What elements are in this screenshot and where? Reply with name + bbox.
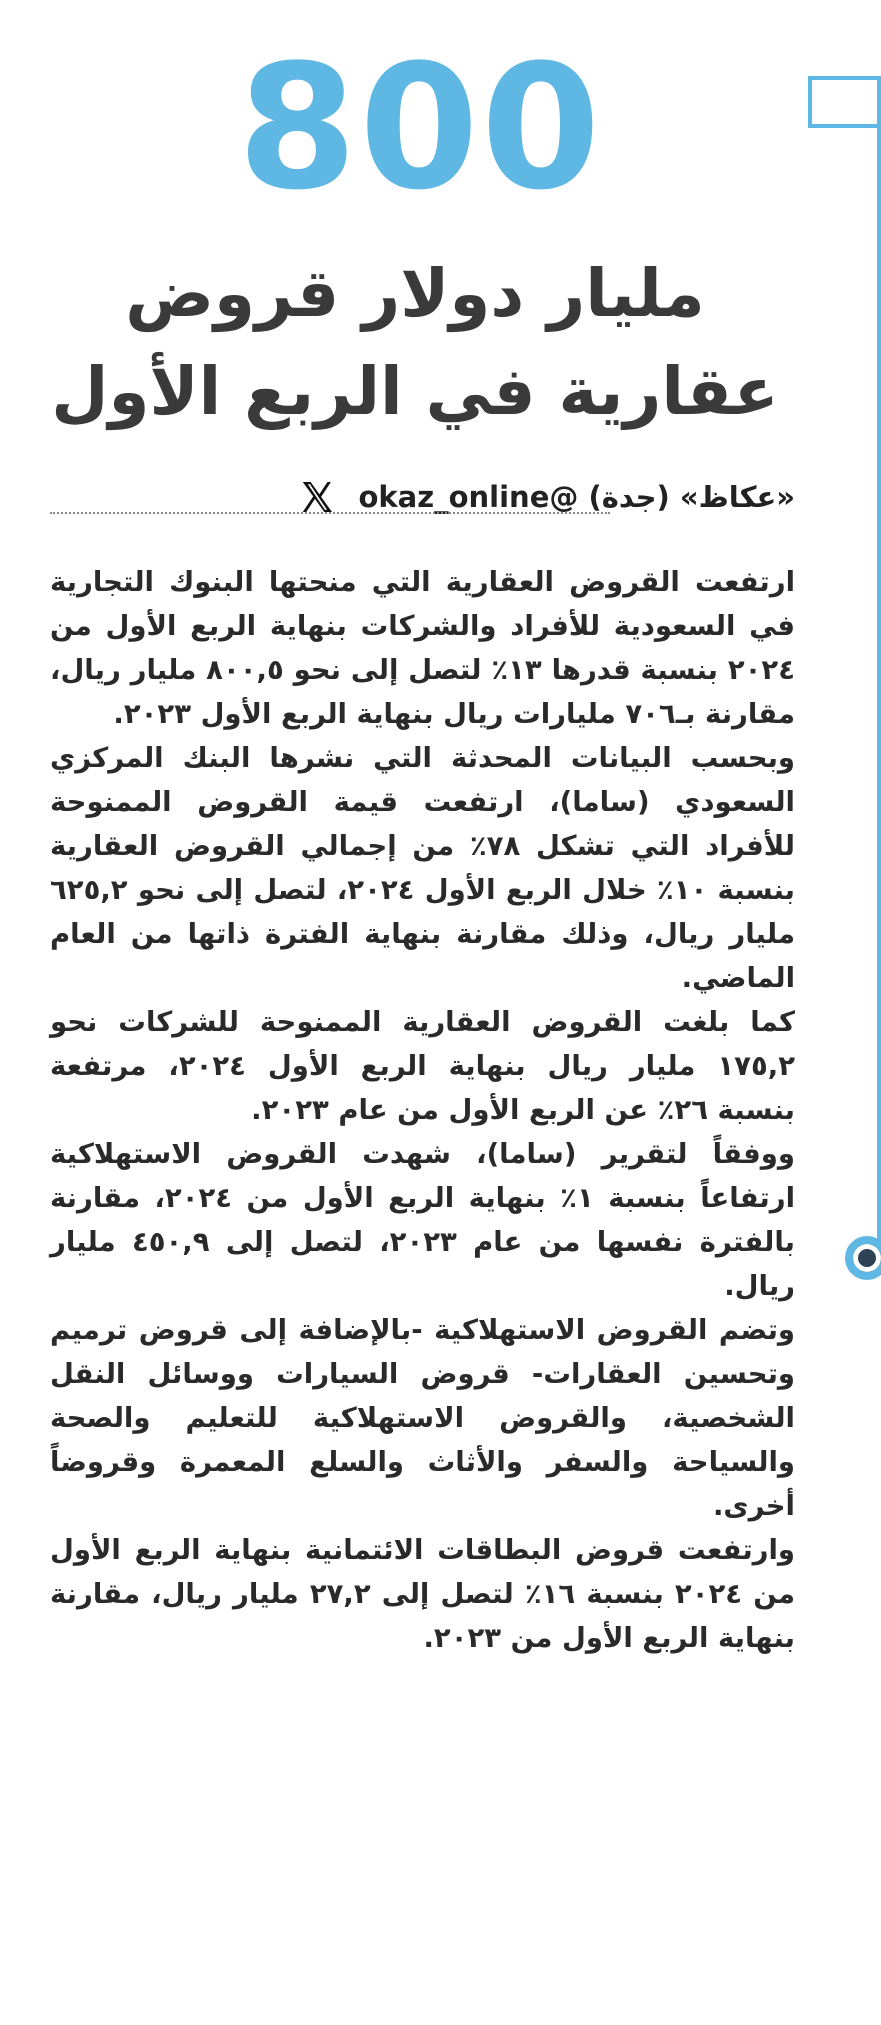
- body-paragraph: وتضم القروض الاستهلاكية -بالإضافة إلى قروض ترميم وتحسين العقارات- قروض السيارات ووسائل النقل الشخصية، والقروض الاستهلاكية للتعليم والصحة والسياحة والسفر والأثاث والسلع المعمرة وقروضاً أخرى.: [50, 1314, 795, 1522]
- body-paragraph: ووفقاً لتقرير (ساما)، شهدت القروض الاستهلاكية ارتفاعاً بنسبة ١٪ بنهاية الربع الأول من ٢٠٢٤، مقارنة بالفترة نفسها من عام ٢٠٢٣، لتصل إلى ٤٥٠,٩ مليار ريال.: [50, 1138, 796, 1302]
- byline-divider: [50, 512, 610, 514]
- body-paragraph: كما بلغت القروض العقارية الممنوحة للشركات نحو ١٧٥,٢ مليار ريال بنهاية الربع الأول ٢٠٢٤، مرتفعة بنسبة ٢٦٪ عن الربع الأول من عام ٢٠٢٣.: [50, 1006, 795, 1126]
- body-paragraph: وارتفعت قروض البطاقات الائتمانية بنهاية الربع الأول من ٢٠٢٤ بنسبة ١٦٪ لتصل إلى ٢٧,٢ مليار ريال، مقارنة بنهاية الربع الأول من ٢٠٢٣.: [50, 1534, 795, 1654]
- headline-number: 800: [237, 27, 603, 228]
- frame-dot-marker: [845, 1236, 881, 1280]
- body-paragraph: وبحسب البيانات المحدثة التي نشرها البنك المركزي السعودي (ساما)، ارتفعت قيمة القروض الممنوحة للأفراد التي تشكل ٧٨٪ من إجمالي القروض العقارية بنسبة ١٠٪ خلال الربع الأول ٢٠٢٤، لتصل إلى نحو ٦٢٥,٢ مليار ريال، وذلك مقارنة بنهاية الفترة ذاتها من العام الماضي.: [50, 742, 795, 994]
- article-body: [50, 560, 795, 1660]
- byline-text: «عكاظ» (جدة) @okaz_online: [358, 480, 795, 514]
- headline-title: مليار دولار قروض عقارية في الربع الأول: [51, 255, 779, 430]
- body-paragraph: ارتفعت القروض العقارية التي منحتها البنوك التجارية في السعودية للأفراد والشركات بنهاية الربع الأول من ٢٠٢٤ بنسبة قدرها ١٣٪ لتصل إلى نحو ٨٠٠,٥ مليار ريال، مقارنة بـ٧٠٦ مليارات ريال بنهاية الربع الأول ٢٠٢٣.: [50, 566, 795, 730]
- frame-side-line: [877, 78, 881, 1258]
- x-logo-icon[interactable]: [298, 478, 336, 516]
